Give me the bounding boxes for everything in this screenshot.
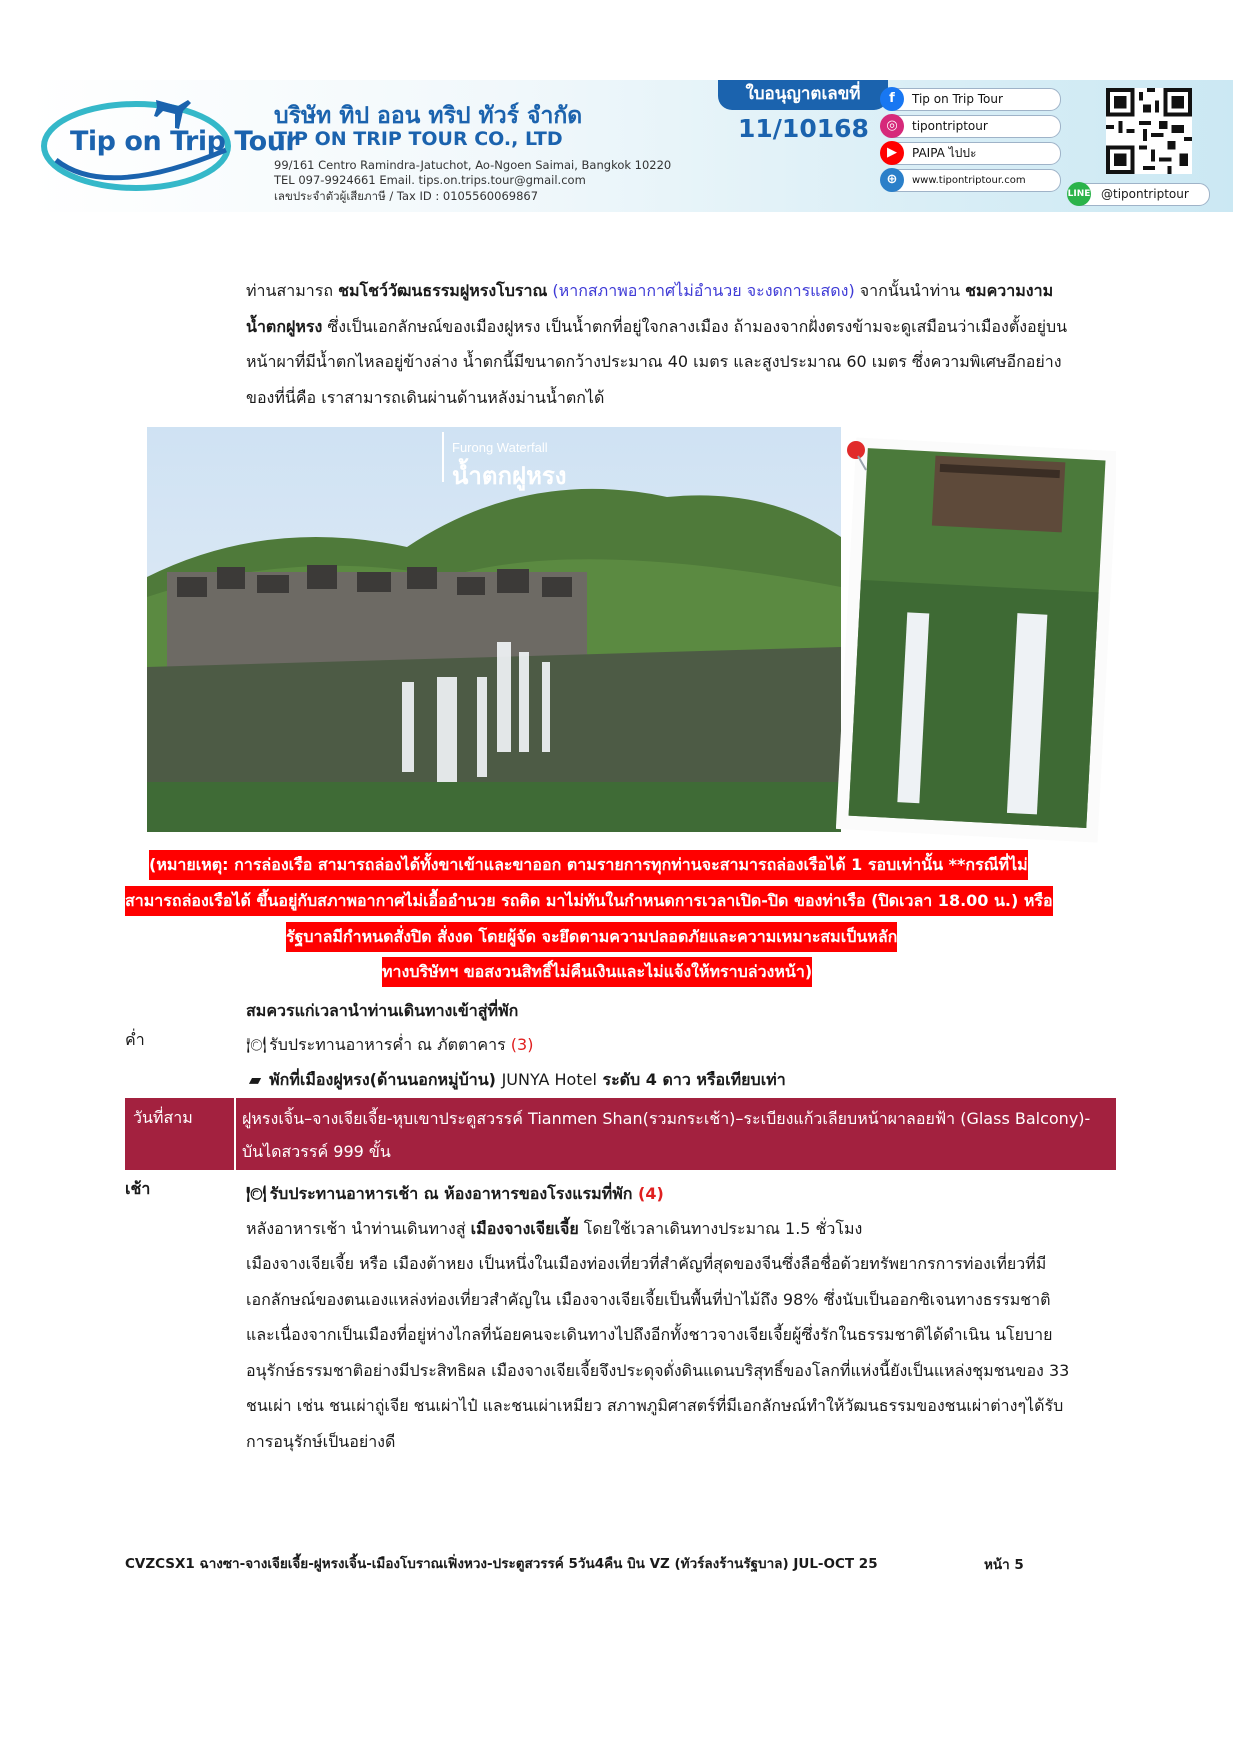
footer-program-code: CVZCSX1 ฉางซา-จางเจียเจี้ย-ฝูหรงเจิ้น-เมืองโบราณเฟิ่งหวง-ประตูสวรรค์ 5วัน4คืน บิน VZ (ทัวร์ลงร้านรัฐบาล) JUL-OCT 25 — [125, 1556, 878, 1572]
highlight-text: ชมความงาม — [965, 281, 1054, 300]
notice-line-4: ทางบริษัทฯ ขอสงวนสิทธิ์ไม่คืนเงินและไม่แจ้งให้ทราบล่วงหน้า) — [382, 957, 812, 987]
travel-line — [246, 1211, 1116, 1247]
intro-paragraph — [246, 273, 1116, 415]
weather-note: (หากสภาพอากาศไม่อำนวย จะงดการแสดง) — [547, 281, 855, 300]
facebook-label: Tip on Trip Tour — [912, 92, 1003, 106]
license-label: ใบอนุญาตเลขที่ — [718, 80, 888, 110]
instagram-icon: ◎ — [880, 114, 904, 138]
instagram-link[interactable] — [881, 115, 1061, 138]
qr-code-icon — [1106, 88, 1192, 174]
bed-icon: ▰ — [248, 1070, 262, 1089]
day-title: ฝูหรงเจิ้น–จางเจียเจี้ย-หุบเขาประตูสวรรค์ Tianmen Shan(รวมกระเช้า)–ระเบียงแก้วเลียบหน้าผาลอยฟ้า (Glass Balcony)-บันไดสวรรค์ 999 ขั้น — [242, 1109, 1091, 1161]
transfer-to-hotel: สมควรแก่เวลานำท่านเดินทางเข้าสู่ที่พัก — [246, 1001, 519, 1020]
meal-number: (3) — [510, 1035, 534, 1054]
company-name-english: TIP ON TRIP TOUR CO., LTD — [274, 128, 563, 150]
dinner-line — [246, 1027, 1116, 1063]
text-run: โดยใช้เวลาเดินทางประมาณ 1.5 ชั่วโมง — [578, 1219, 863, 1238]
line-icon: LINE — [1067, 182, 1091, 206]
breakfast-text: รับประทานอาหารเช้า ณ ห้องอาหารของโรงแรมที่พัก — [269, 1184, 639, 1203]
description-line: เมืองจางเจียเจี้ย หรือ เมืองต้าหยง เป็นหนึ่งในเมืองท่องเที่ยวที่สำคัญที่สุดของจีนซึ่งลือชื่อด้วยทรัพยากรการท่องเที่ยวที่มี — [246, 1254, 1047, 1273]
company-tax-id: เลขประจำตัวผู้เสียภาษี / Tax ID : 0105560069867 — [274, 189, 539, 203]
evening-label: ค่ำ — [125, 1030, 145, 1049]
logo-text: Tip on Trip Tour — [70, 126, 299, 157]
waterfall-illustration — [147, 427, 841, 832]
meal-icon: 🍽 — [246, 1035, 267, 1054]
instagram-label: tipontriptour — [912, 119, 988, 133]
day-divider — [234, 1098, 236, 1170]
hotel-location: พักที่เมืองฝูหรง(ด้านนอกหมู่บ้าน) — [269, 1070, 502, 1089]
description-line: เอกลักษณ์ของตนเองแหล่งท่องเที่ยวสำคัญใน เมืองจางเจียเจี้ยเป็นพื้นที่ป่าไม้ถึง 98% ซึ่งนับเป็นออกซิเจนทางธรรมชาติ — [246, 1289, 1051, 1309]
intro-line-1 — [246, 273, 1116, 309]
website-icon: ⊕ — [880, 168, 904, 192]
website-link[interactable] — [881, 169, 1061, 192]
city-name: เมืองจางเจียเจี้ย — [470, 1219, 579, 1238]
text-run: ท่านสามารถ — [246, 281, 339, 300]
meal-number: (4) — [638, 1184, 664, 1203]
zhangjiajie-description — [246, 1246, 1116, 1459]
intro-line-3: หน้าผาที่มีน้ำตกไหลอยู่ข้างล่าง น้ำตกนี้มีขนาดกว้างประมาณ 40 เมตร และสูงประมาณ 60 เมตร ซึ่งความพิเศษอีกอย่าง — [246, 352, 1062, 371]
description-line: การอนุรักษ์เป็นอย่างดี — [246, 1431, 396, 1451]
line-id-link[interactable] — [1068, 183, 1210, 206]
photo-caption-th: น้ำตกฝูหรง — [452, 462, 567, 490]
day-label: วันที่สาม — [133, 1108, 193, 1127]
waterfall-polaroid-illustration — [836, 436, 1116, 843]
text-run: หลังอาหารเช้า นำท่านเดินทางสู่ — [246, 1219, 471, 1238]
dinner-text: รับประทานอาหารค่ำ ณ ภัตตาคาร — [269, 1035, 511, 1054]
hotel-rating: ระดับ 4 ดาว หรือเทียบเท่า — [596, 1070, 786, 1089]
youtube-icon: ▶ — [880, 141, 904, 165]
show-highlight: ชมโชว์วัฒนธรรมฝูหรงโบราณ — [338, 281, 548, 300]
page-number: หน้า 5 — [984, 1557, 1024, 1573]
photo-caption-en: Furong Waterfall — [452, 440, 548, 455]
line-id-label: @tipontriptour — [1101, 187, 1189, 201]
youtube-label: PAIPA ไปปะ — [912, 146, 977, 160]
hotel-line — [246, 1062, 1116, 1098]
description-line: ชนเผ่า เช่น ชนเผ่าถู่เจีย ชนเผ่าไป๋ และชนเผ่าเหมียว สภาพภูมิศาสตร์ที่มีเอกลักษณ์ทำให้วัฒนธรรมของชนเผ่าต่างๆได้รับ — [246, 1396, 1064, 1415]
breakfast-line — [246, 1176, 1116, 1212]
youtube-link[interactable] — [881, 142, 1061, 165]
description-line: และเนื่องจากเป็นเมืองที่อยู่ห่างไกลที่น้อยคนจะเดินทางไปถึงอีกทั้งชาวจางเจียเจี้ยผู้ซึ่งรักในธรรมชาติได้ดำเนิน นโยบาย — [246, 1325, 1053, 1344]
notice-line-2: สามารถล่องเรือได้ ขึ้นอยู่กับสภาพอากาศไม่เอื้ออำนวย รถติด มาไม่ทันในกำหนดการเวลาเปิด-ปิด ของท่าเรือ (ปิดเวลา 18.00 น.) หรือ — [125, 886, 1053, 916]
intro-line-2 — [246, 309, 1116, 345]
text-run: ซึ่งเป็นเอกลักษณ์ของเมืองฝูหรง เป็นน้ำตกที่อยู่ใจกลางเมือง ถ้ามองจากฝั่งตรงข้ามจะดูเสมือนว่าเมืองตั้งอยู่บน — [322, 316, 1068, 336]
company-header-banner — [28, 80, 1233, 212]
waterfall-polaroid-photo — [836, 436, 1116, 843]
notice-line-1: (หมายเหตุ: การล่องเรือ สามารถล่องได้ทั้งขาเข้าและขาออก ตามรายการทุกท่านจะสามารถล่องเรือได้ 1 รอบเท่านั้น **กรณีที่ไม่ — [149, 850, 1028, 880]
facebook-link[interactable] — [881, 88, 1061, 111]
text-run: จากนั้นนำท่าน — [854, 281, 966, 300]
license-number: 11/10168 — [738, 114, 869, 143]
waterfall-name: น้ำตกฝูหรง — [246, 316, 323, 336]
company-address: 99/161 Centro Ramindra-Jatuchot, Ao-Ngoen Saimai, Bangkok 10220 — [274, 158, 672, 172]
day-three-header — [125, 1098, 1116, 1170]
furong-waterfall-photo — [147, 427, 841, 832]
intro-line-4: ของที่นี่คือ เราสามารถเดินผ่านด้านหลังม่านน้ำตกได้ — [246, 387, 605, 407]
pushpin-icon — [836, 436, 876, 476]
description-line: อนุรักษ์ธรรมชาติอย่างมีประสิทธิผล เมืองจางเจียเจี้ยจึงประดุจดั่งดินแดนบริสุทธิ์ของโลกที่แห่งนี้ยังเป็นแหล่งชุมชนของ 33 — [246, 1360, 1070, 1380]
notice-line-3: รัฐบาลมีกำหนดสั่งปิด สั่งงด โดยผู้จัด จะยึดตามความปลอดภัยและความเหมาะสมเป็นหลัก — [286, 922, 897, 952]
website-label: www.tipontriptour.com — [912, 175, 1026, 186]
facebook-icon: f — [880, 87, 904, 111]
morning-label: เช้า — [125, 1179, 151, 1198]
company-contact: TEL 097-9924661 Email. tips.on.trips.tour@gmail.com — [274, 173, 586, 187]
company-name-thai: บริษัท ทิป ออน ทริป ทัวร์ จำกัด — [274, 103, 583, 129]
meal-icon: 🍽 — [246, 1184, 267, 1203]
hotel-name: JUNYA Hotel — [501, 1070, 597, 1089]
